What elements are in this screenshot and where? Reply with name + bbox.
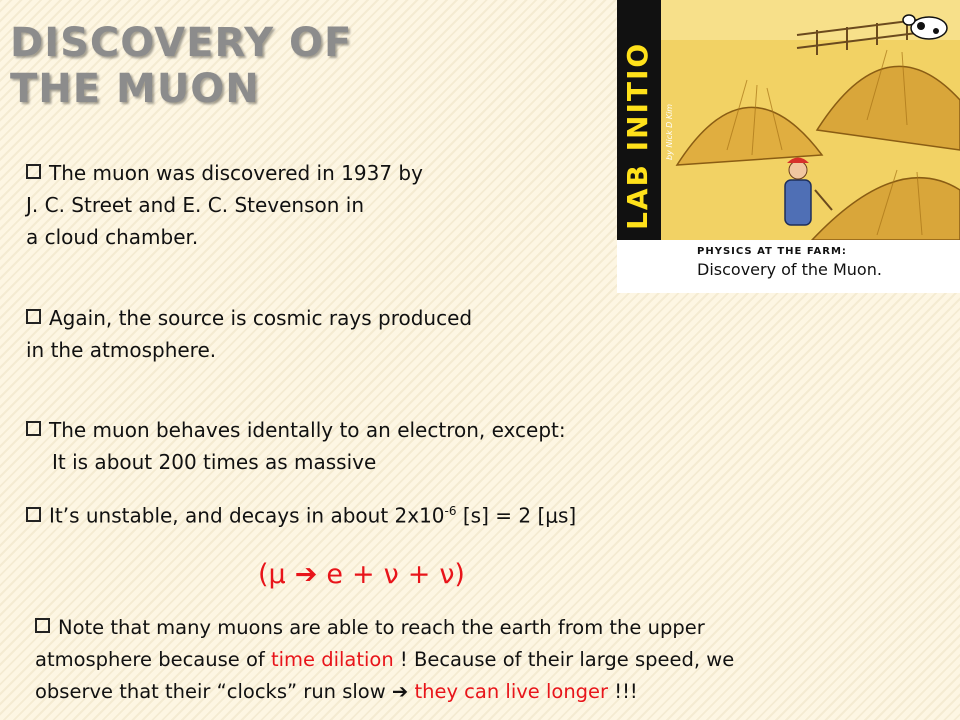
arrow-right-icon: ➔ — [294, 559, 318, 590]
bullet-source — [26, 302, 472, 366]
side-label-text: LAB INITIO — [620, 41, 654, 230]
title-line-1: DISCOVERY OF — [10, 20, 353, 66]
bullet-text: in the atmosphere. — [26, 338, 217, 362]
bullet-box-icon — [35, 618, 50, 633]
equation-neutrino: ν — [383, 559, 399, 590]
caption-line-2: Discovery of the Muon. — [697, 260, 882, 279]
exponent: -6 — [444, 504, 457, 518]
bullet-text: J. C. Street and E. C. Stevenson in — [26, 193, 365, 217]
bullet-text: Note that many muons are able to reach the earth from the upper — [58, 616, 705, 639]
bullet-box-icon — [26, 507, 41, 522]
bullet-box-icon — [26, 309, 41, 324]
cartoon-image — [617, 0, 960, 293]
equation-plus: + — [407, 559, 431, 590]
title-line-2: THE MUON — [10, 66, 260, 112]
bullet-text: It is about 200 times as massive — [52, 450, 377, 474]
equation-muon: (μ — [258, 559, 286, 590]
bullet-text: The muon behaves identally to an electron, except: — [49, 418, 566, 442]
bullet-text: !!! — [608, 680, 638, 703]
caption-line-1: PHYSICS AT THE FARM: — [697, 246, 847, 257]
arrow-right-icon: ➔ — [391, 680, 409, 703]
bullet-text: The muon was discovered in 1937 by — [49, 161, 423, 185]
bullet-behaviour — [26, 414, 566, 478]
highlight-live-longer: they can live longer — [414, 680, 609, 703]
side-label — [617, 0, 659, 230]
slide-title — [10, 20, 352, 112]
bullet-text: a cloud chamber. — [26, 225, 199, 249]
bullet-text: atmosphere because of — [35, 648, 271, 671]
bullet-text: observe that their “clocks” run slow — [35, 680, 392, 703]
equation-plus: + — [351, 559, 375, 590]
bullet-box-icon — [26, 164, 41, 179]
bullet-text: It’s unstable, and decays in about 2x10 — [49, 503, 445, 528]
bullet-text: ! Because of their large speed, we — [393, 648, 735, 671]
bullet-time-dilation — [35, 612, 734, 708]
author-label — [657, 104, 676, 160]
bullet-text: [s] = 2 [μs] — [456, 503, 577, 528]
equation-electron: e — [326, 559, 343, 590]
bullet-decay — [26, 495, 576, 532]
bullet-box-icon — [26, 421, 41, 436]
highlight-time-dilation: time dilation — [270, 648, 394, 671]
equation-neutrino: ν) — [439, 559, 465, 590]
bullet-discovery — [26, 157, 423, 253]
author-text: by Nick D Kim — [665, 103, 674, 160]
bullet-text: Again, the source is cosmic rays produced — [49, 306, 473, 330]
decay-equation — [258, 559, 474, 590]
